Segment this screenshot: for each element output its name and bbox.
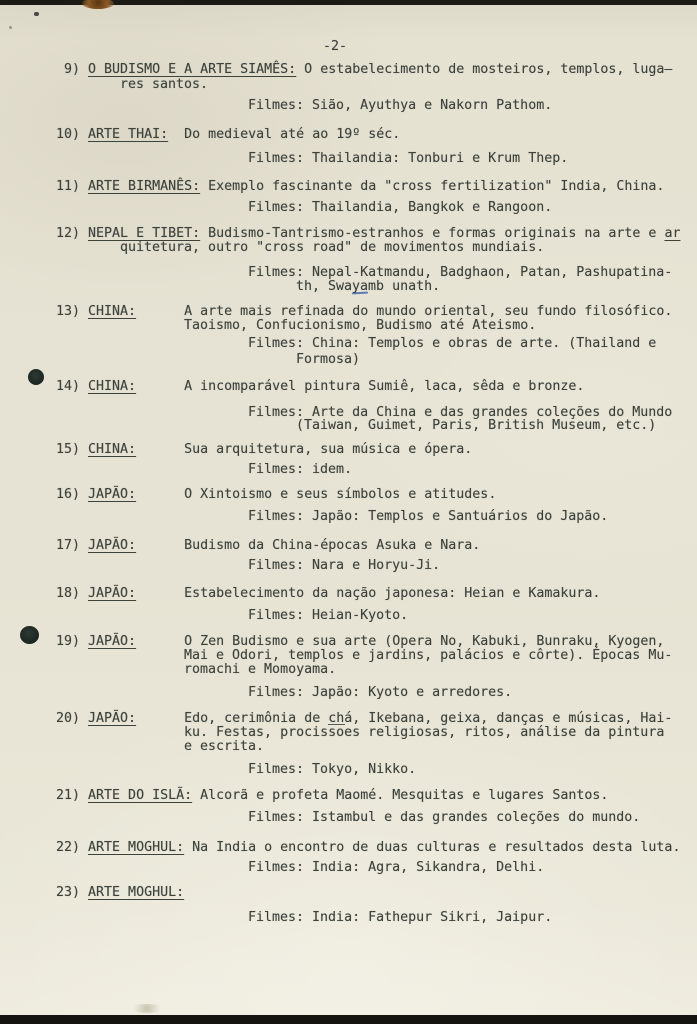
scan-bottom-edge [0, 1015, 697, 1024]
text-line: Mai e Odori, templos e jardins, palácios e côrte). Épocas Mu- [184, 648, 673, 663]
hole-punch-mark [20, 626, 39, 644]
entry-title: CHINA: [88, 379, 137, 394]
entry-title: JAPÃO: [88, 538, 137, 553]
text-line: romachi e Momoyama. [184, 662, 337, 677]
text-line [56, 539, 480, 552]
stain-mark [130, 1004, 164, 1013]
stain-mark [82, 0, 114, 9]
filmes-line: Filmes: Thailandia, Bangkok e Rangoon. [248, 200, 553, 215]
entry-number: 23) [56, 885, 89, 900]
entry-number: 14) [56, 379, 89, 394]
entry-description: Budismo da China-épocas Asuka e Nara. [136, 538, 481, 553]
entry-number: 21) [56, 788, 89, 803]
entry-title: ARTE THAI: [88, 127, 169, 142]
text-line [56, 789, 608, 802]
entry-number: 13) [56, 304, 89, 319]
text-line [56, 635, 664, 648]
entry-number: 12) [56, 226, 89, 241]
filmes-line: Filmes: idem. [248, 462, 353, 477]
entry-title: ARTE MOGHUL: [88, 885, 185, 900]
entry-description: Na India o encontro de duas culturas e resultados desta luta. [184, 840, 681, 855]
entry-title: JAPÃO: [88, 487, 137, 502]
text-line [56, 128, 400, 141]
entry-title: O BUDISMO E A ARTE SIAMÊS: [88, 62, 297, 77]
text-line [56, 886, 184, 899]
entry-description: Sua arquitetura, sua música e ópera. [136, 442, 473, 457]
speck-mark [34, 12, 39, 16]
entry-title: ARTE MOGHUL: [88, 840, 185, 855]
filmes-line: Filmes: Tokyo, Nikko. [248, 762, 417, 777]
entry-number: 9) [64, 62, 89, 77]
page-number: -2- [323, 39, 348, 54]
entry-number: 11) [56, 179, 89, 194]
entry-number: 16) [56, 487, 89, 502]
filmes-line: Filmes: India: Fathepur Sikri, Jaipur. [248, 910, 553, 925]
entry-number: 20) [56, 711, 89, 726]
filmes-line: th, Swayamb unath. [296, 279, 441, 294]
entry-number: 15) [56, 442, 89, 457]
entry-description: Do medieval até ao 19º séc. [168, 127, 401, 142]
text-line: e escrita. [184, 739, 265, 754]
filmes-line: Formosa) [296, 352, 361, 367]
text-line [56, 488, 496, 501]
text-line [56, 227, 680, 240]
entry-title: JAPÃO: [88, 634, 137, 649]
entry-description: Budismo-Tantrismo-estranhos e formas originais na arte e [200, 226, 665, 241]
filmes-line: (Taiwan, Guimet, Paris, British Museum, etc.) [296, 418, 657, 433]
filmes-line: Filmes: China: Templos e obras de arte. (Thailand e [248, 336, 657, 351]
filmes-line: Filmes: Heian-Kyoto. [248, 608, 409, 623]
entry-title: ARTE BIRMANÊS: [88, 179, 201, 194]
filmes-line: Filmes: Istambul e das grandes coleções do mundo. [248, 810, 641, 825]
entry-description-tail: ar [664, 226, 681, 241]
entry-title: ARTE DO ISLÃ: [88, 788, 193, 803]
entry-description: Exemplo fascinante da "cross fertilization" India, China. [200, 179, 665, 194]
entry-title: JAPÃO: [88, 711, 137, 726]
text-line: quitetura, outro "cross road" de movimentos mundiais. [120, 240, 545, 255]
entry-description: Estabelecimento da nação japonesa: Heian e Kamakura. [136, 586, 601, 601]
filmes-line: Filmes: Arte da China e das grandes coleções do Mundo [248, 405, 673, 420]
entry-description: O Zen Budismo e sua arte (Opera No, Kabuki, Bunraku, Kyogen, [136, 634, 665, 649]
filmes-line: Filmes: India: Agra, Sikandra, Delhi. [248, 860, 545, 875]
entry-number: 17) [56, 538, 89, 553]
entry-title: CHINA: [88, 442, 137, 457]
entry-number: 22) [56, 840, 89, 855]
text-line [56, 443, 472, 456]
text-line: ku. Festas, procissoes religiosas, ritos, análise da pintura [184, 725, 665, 740]
entry-number: 19) [56, 634, 89, 649]
text-line [56, 305, 672, 318]
filmes-line: Filmes: Thailandia: Tonburi e Krum Thep. [248, 151, 569, 166]
text-line: Taoismo, Confucionismo, Budismo até Ateismo. [184, 318, 537, 333]
text-line [56, 587, 600, 600]
text-line [56, 180, 664, 193]
filmes-line: Filmes: Nara e Horyu-Ji. [248, 558, 441, 573]
text-line [56, 380, 584, 393]
entry-description: Edo, cerimônia de chá, Ikebana, geixa, danças e músicas, Hai- [136, 711, 673, 726]
text-line [64, 63, 672, 76]
filmes-line: Filmes: Nepal-Katmandu, Badghaon, Patan, Pashupatina- [248, 265, 673, 280]
text-line [56, 841, 680, 854]
entry-description: O Xintoismo e seus símbolos e atitudes. [136, 487, 497, 502]
entry-description: A incomparável pintura Sumiê, laca, sêda e bronze. [136, 379, 585, 394]
speck-mark [9, 26, 12, 29]
entry-title: JAPÃO: [88, 586, 137, 601]
entry-number: 18) [56, 586, 89, 601]
filmes-line: Filmes: Japão: Templos e Santuários do Japão. [248, 509, 609, 524]
hole-punch-mark [28, 369, 44, 385]
text-line [56, 712, 672, 725]
entry-description: A arte mais refinada do mundo oriental, seu fundo filosófico. [136, 304, 673, 319]
filmes-line: Filmes: Sião, Ayuthya e Nakorn Pathom. [248, 98, 553, 113]
entry-description: O estabelecimento de mosteiros, templos, luga— [296, 62, 673, 77]
entry-title: CHINA: [88, 304, 137, 319]
text-line: res santos. [120, 77, 209, 92]
entry-description: Alcorã e profeta Maomé. Mesquitas e lugares Santos. [192, 788, 609, 803]
entry-title: NEPAL E TIBET: [88, 226, 201, 241]
entry-number: 10) [56, 127, 89, 142]
filmes-line: Filmes: Japão: Kyoto e arredores. [248, 685, 513, 700]
